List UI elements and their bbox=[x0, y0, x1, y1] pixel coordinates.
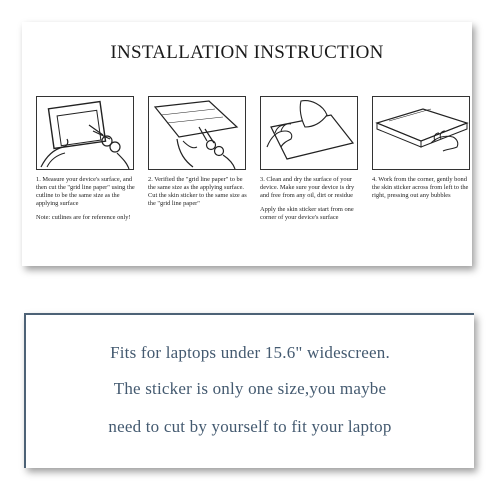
measure-cut-illustration-icon bbox=[37, 97, 133, 169]
step-2-text-block bbox=[148, 176, 248, 214]
size-note-card bbox=[24, 313, 474, 468]
note-line-2: The sticker is only one size,you maybe bbox=[113, 379, 387, 398]
step-3-note: Apply the skin sticker start from one corner of your device's surface bbox=[260, 206, 354, 221]
installation-instruction-card bbox=[22, 22, 472, 266]
step-3-text-block bbox=[260, 176, 360, 228]
step-1-description: 1. Measure your device's surface, and then cut the "grid line paper" using the cutline to be the same size as the applying surface bbox=[36, 176, 135, 207]
step-3-illustration bbox=[260, 96, 358, 170]
note-line-3: need to cut by yourself to fit your laptop bbox=[108, 417, 392, 436]
instruction-title: INSTALLATION INSTRUCTION bbox=[110, 42, 384, 63]
scissors-cut-illustration-icon bbox=[149, 97, 245, 169]
step-4-text-block bbox=[372, 176, 472, 206]
step-4-illustration bbox=[372, 96, 470, 170]
step-2-description: 2. Verified the "grid line paper" to be the same size as the applying surface. Cut the skin sticker to the same size as the "grid line paper" bbox=[148, 176, 247, 207]
step-4-description: 4. Work from the corner, gently bond the skin sticker across from left to the right, pressing out any bubbles bbox=[372, 176, 469, 199]
step-1-illustration bbox=[36, 96, 134, 170]
step-2-illustration bbox=[148, 96, 246, 170]
note-line-1: Fits for laptops under 15.6" widescreen. bbox=[110, 343, 390, 362]
step-1-note: Note: cutlines are for reference only! bbox=[36, 214, 131, 221]
step-3-description: 3. Clean and dry the surface of your device. Make sure your device is dry and free from any oil, dirt or residue bbox=[260, 176, 355, 199]
apply-sticker-illustration-icon bbox=[373, 97, 469, 169]
step-1-text-block bbox=[36, 176, 136, 228]
clean-surface-illustration-icon bbox=[261, 97, 357, 169]
